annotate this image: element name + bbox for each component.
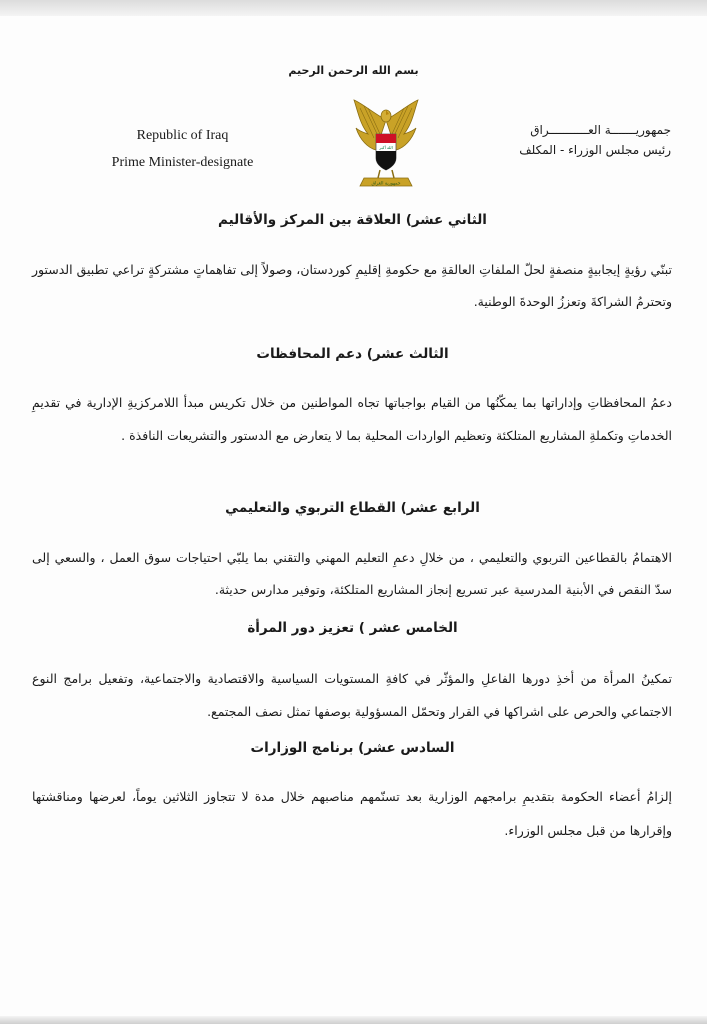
section-12-text: تبنّي رؤيةٍ إيجابيةٍ منصفةٍ لحلّ الملفاتِ العالقةِ مع حكومةِ إقليمِ كوردستان، وصولاً إلى تفاهماتٍ مشتركةٍ تراعي تطبيق الدستور وتحترمُ الشراكةَ وتعززُ الوحدةَ الوطنية. <box>32 262 672 309</box>
office-title-ar: رئيس مجلس الوزراء - المكلف <box>519 143 671 157</box>
office-title-en: Prime Minister-designate <box>111 155 254 170</box>
section-13-heading: الثالث عشر) دعم المحافظات <box>256 346 449 362</box>
emblem-text: الله أكبر <box>379 145 393 150</box>
country-name-ar: جمهوريـــــــة العـــــــــــراق <box>530 123 671 137</box>
section-15-heading: الخامس عشر ) تعزيز دور المرأة <box>247 620 458 636</box>
english-letterhead <box>100 122 265 176</box>
section-16-heading: السادس عشر) برنامج الوزارات <box>250 740 455 756</box>
section-13-text: دعمُ المحافظاتِ وإداراتها بما يمكّنُها من القيام بواجباتها تجاه المواطنين من خلال تكريس مبدأ اللامركزيةِ الإدارية في تقديمِ الخدماتِ وتكملةِ المشاريع المتلكئة وتعظيم الواردات المحلية بما لا يتعارض مع الدستور والتشريعات النافذة . <box>32 395 672 443</box>
page-bottom-edge <box>0 1016 707 1024</box>
section-12-heading: الثاني عشر) العلاقة بين المركز والأقاليم <box>218 212 487 228</box>
section-16-body <box>32 780 672 848</box>
section-15-text: تمكينُ المرأة من أخذِ دورها الفاعلِ والمؤثّر في كافةِ المستويات السياسية والاقتصادية والاجتماعية، وتفعيل برامج النوع الاجتماعي والحرص على اشراكها في القرار وتحمّل المسؤولية بوصفها تمثل نصف المجتمع. <box>32 671 672 719</box>
iraq-eagle-emblem-icon <box>350 98 422 194</box>
section-14-heading: الرابع عشر) القطاع التربوي والتعليمي <box>225 500 480 516</box>
section-14-body <box>32 542 672 606</box>
emblem-banner-text: جمهورية العراق <box>371 181 401 187</box>
page-top-edge <box>0 0 707 16</box>
country-name-en: Republic of Iraq <box>136 128 229 143</box>
basmala: بسم الله الرحمن الرحيم <box>288 64 419 77</box>
section-16-text: إلزامُ أعضاء الحكومة بتقديمِ برامجهم الوزارية بعد تسنّمهم مناصبهم خلال مدة لا تتجاوز الثلاثين يوماً، لعرضها ومناقشتها وإقرارها من قبل مجلس الوزراء. <box>32 789 672 838</box>
section-12-body <box>32 254 672 318</box>
section-15-body <box>32 662 672 728</box>
section-13-body <box>32 386 672 452</box>
arabic-letterhead <box>501 120 671 160</box>
section-14-text: الاهتمامُ بالقطاعين التربوي والتعليمي ، من خلالِ دعمِ التعليم المهني والتقني بما يلبّي احتياجات سوق العمل ، والسعي إلى سدّ النقص في الأبنية المدرسية عبر تسريع إنجاز المشاريع المتلكئة، وتوفير مدارس حديثة. <box>32 550 672 597</box>
